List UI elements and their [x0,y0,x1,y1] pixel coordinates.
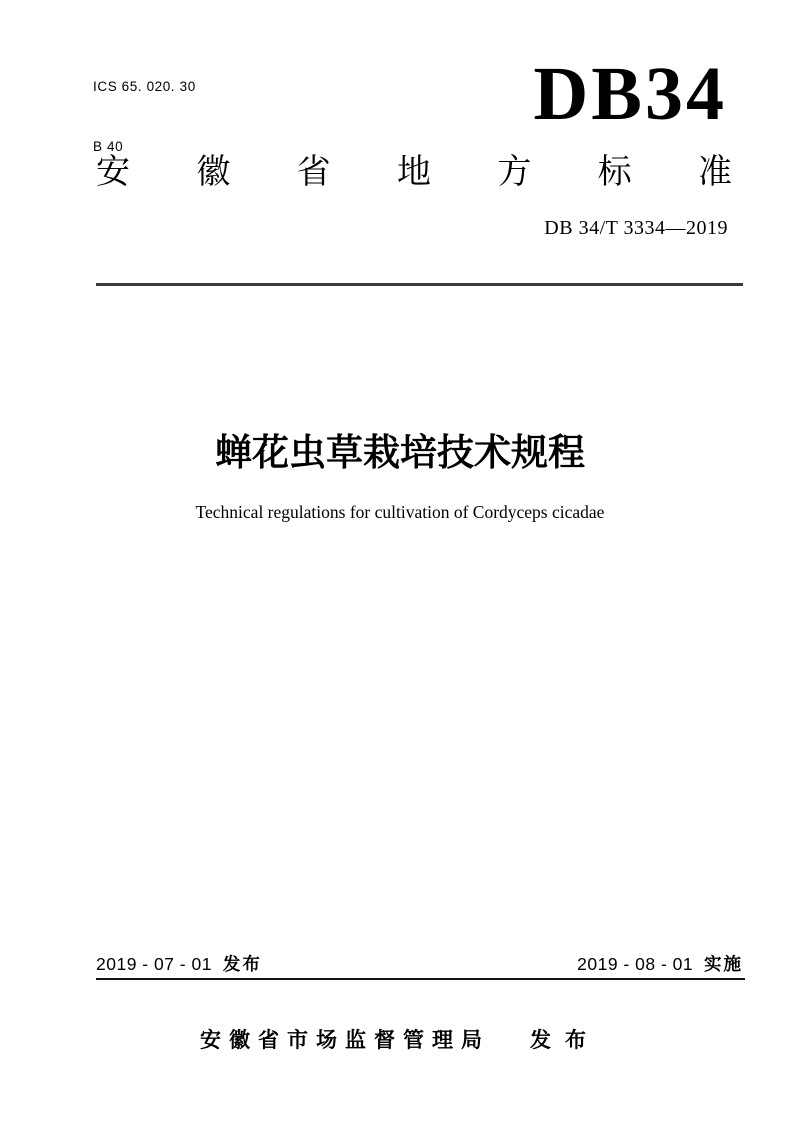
issue-date: 2019 - 07 - 01 [96,954,212,974]
standard-name-row [96,150,732,194]
issue-label: 发布 [222,954,262,974]
footer-divider [96,978,745,980]
standard-name-char: 省 [296,153,331,191]
standard-name-char: 方 [497,153,532,191]
db-logo: DB34 [533,52,727,136]
publisher-name: 安徽省市场监督管理局 [200,1029,490,1052]
implementation-date-group [577,953,743,975]
doc-class-code: B 40 [93,139,124,154]
implementation-label: 实施 [704,954,743,974]
standard-name-char: 安 [96,153,130,191]
standard-name-char: 准 [697,153,732,191]
issue-date-group [96,953,262,975]
document-title-en: Technical regulations for cultivation of Cordyceps cicadae [195,502,605,522]
standard-number: DB 34/T 3334—2019 [544,217,728,239]
dates-row [96,953,743,975]
header-divider [96,283,743,286]
implementation-date: 2019 - 08 - 01 [577,954,694,974]
ics-code: ICS 65. 020. 30 [93,79,196,94]
standard-name-char: 徽 [196,153,231,191]
publisher-row [0,1028,800,1054]
document-title-cn: 蝉花虫草栽培技术规程 [215,432,585,473]
standard-name-char: 地 [396,153,431,191]
publish-label: 发布 [530,1029,600,1052]
standard-name-char: 标 [597,153,632,191]
